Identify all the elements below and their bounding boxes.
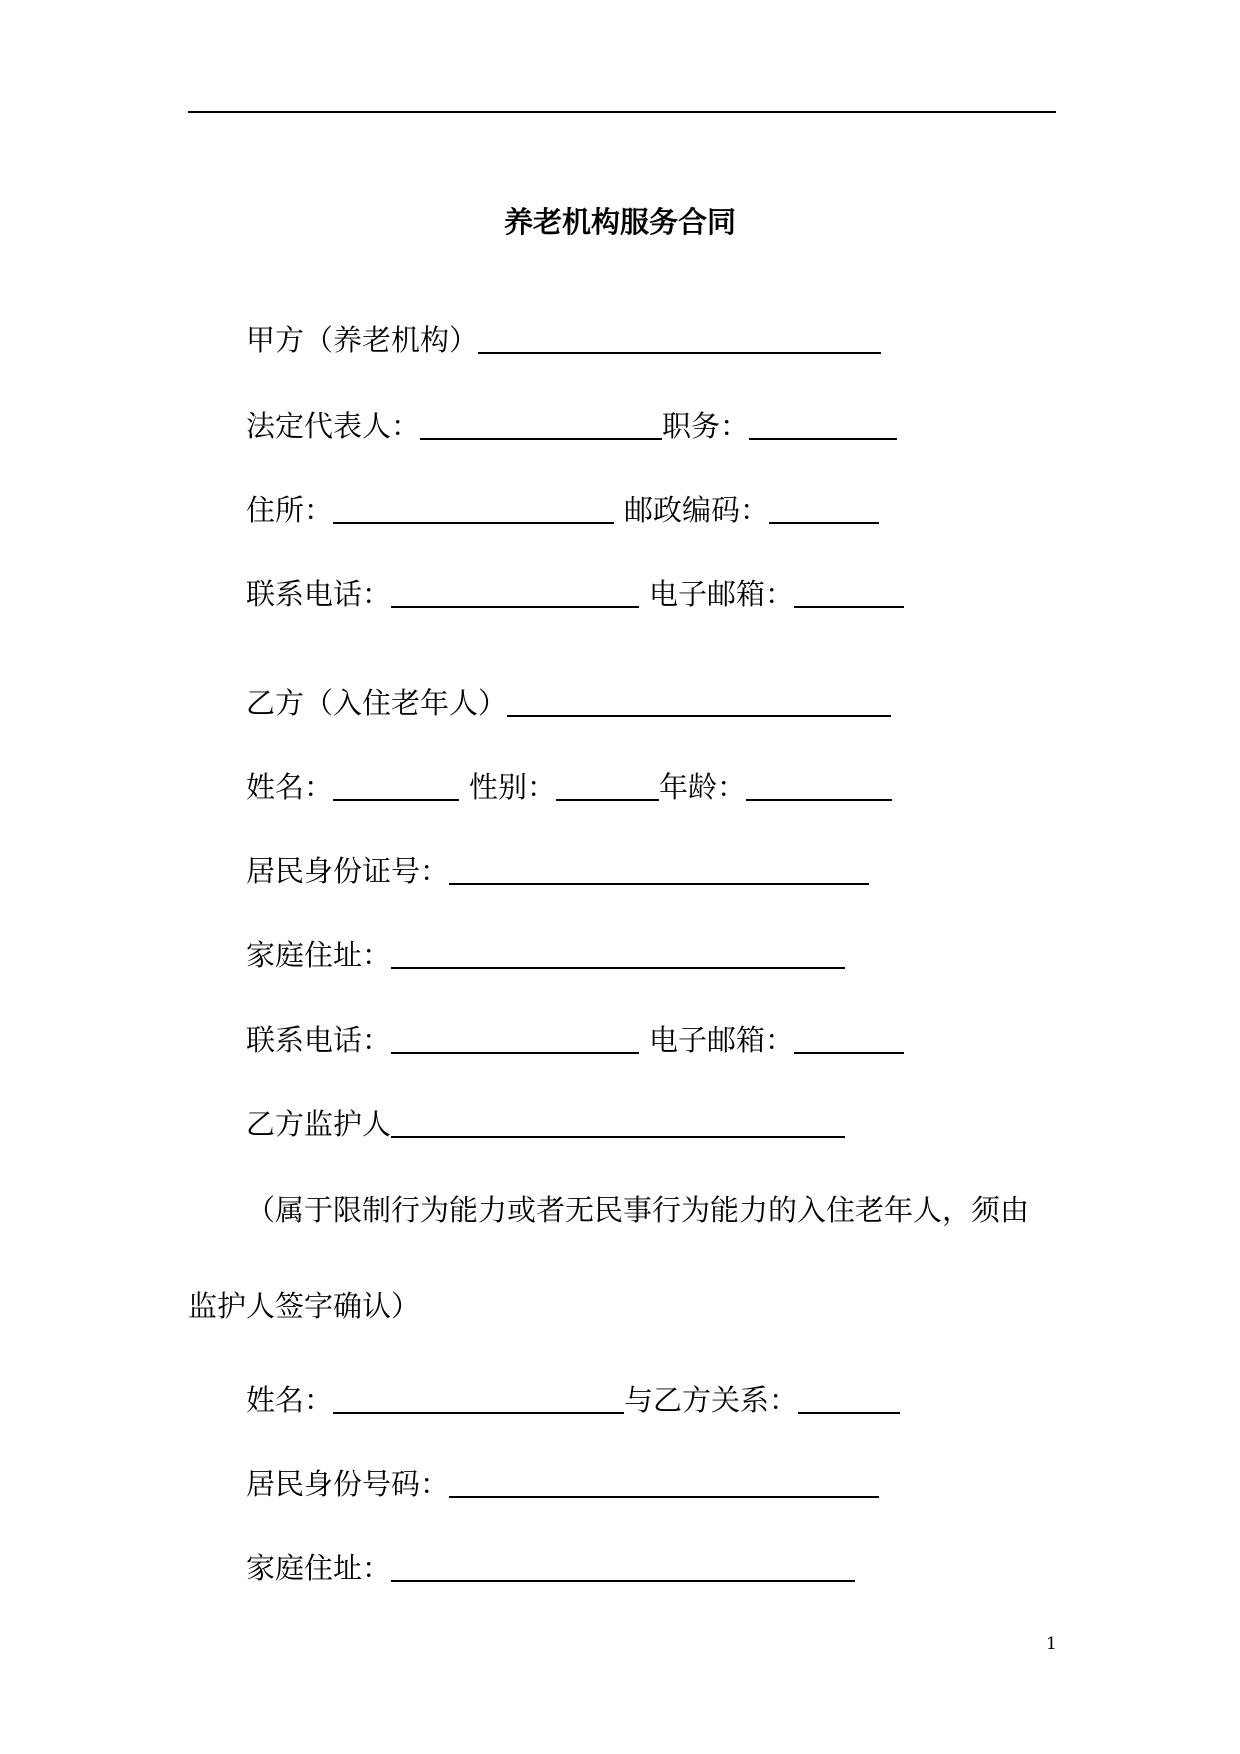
- party-a-name-field[interactable]: [478, 320, 881, 354]
- postcode-label: 邮政编码：: [624, 493, 770, 527]
- party-a-label: 甲方（养老机构）: [246, 323, 479, 357]
- position-label: 职务：: [662, 409, 750, 443]
- guardian-home-line: [246, 1548, 855, 1588]
- party-b-home-line: [246, 935, 845, 975]
- position-field[interactable]: [749, 406, 897, 440]
- party-b-name-field[interactable]: [507, 683, 891, 717]
- guardian-name-label: 姓名：: [246, 1383, 334, 1417]
- document-title: 养老机构服务合同: [503, 205, 736, 239]
- party-a-legal-rep-line: [246, 406, 897, 446]
- guardian-home-field[interactable]: [391, 1548, 855, 1582]
- postcode-field[interactable]: [769, 490, 879, 524]
- address-field[interactable]: [333, 490, 614, 524]
- gender-label: 性别：: [469, 770, 557, 804]
- guardian-id-label: 居民身份号码：: [246, 1467, 450, 1501]
- guardian-line: [246, 1104, 845, 1144]
- page-number: 1: [1046, 1634, 1057, 1654]
- party-a-line: [246, 320, 881, 360]
- party-a-contact-line: [246, 574, 904, 614]
- party-b-phone-label: 联系电话：: [246, 1023, 392, 1057]
- party-b-label: 乙方（入住老年人）: [246, 686, 508, 720]
- party-b-contact-line: [246, 1020, 904, 1060]
- relation-label: 与乙方关系：: [624, 1383, 799, 1417]
- guardian-name-field[interactable]: [333, 1380, 624, 1414]
- header-rule: [188, 111, 1056, 113]
- legal-rep-label: 法定代表人：: [246, 409, 421, 443]
- party-b-name-label: 姓名：: [246, 770, 334, 804]
- party-b-email-label: 电子邮箱：: [649, 1023, 795, 1057]
- relation-field[interactable]: [798, 1380, 900, 1414]
- party-a-email-label: 电子邮箱：: [649, 577, 795, 611]
- age-field[interactable]: [746, 767, 892, 801]
- guardian-name-line: [246, 1380, 900, 1420]
- party-a-phone-field[interactable]: [391, 574, 639, 608]
- guardian-id-field[interactable]: [449, 1464, 879, 1498]
- age-label: 年龄：: [659, 770, 747, 804]
- guardian-field[interactable]: [391, 1104, 845, 1138]
- party-b-phone-field[interactable]: [391, 1020, 639, 1054]
- party-a-address-line: [246, 490, 879, 530]
- guardian-label: 乙方监护人: [246, 1107, 392, 1141]
- gender-field[interactable]: [556, 767, 659, 801]
- party-b-id-line: [246, 851, 869, 891]
- guardian-home-label: 家庭住址：: [246, 1551, 392, 1585]
- party-b-home-field[interactable]: [391, 935, 845, 969]
- guardian-note-line1: （属于限制行为能力或者无民事行为能力的入住老年人，须由: [246, 1193, 1030, 1227]
- party-b-line: [246, 683, 891, 723]
- party-b-basic-line: [246, 767, 892, 807]
- party-b-id-field[interactable]: [449, 851, 869, 885]
- address-label: 住所：: [246, 493, 334, 527]
- party-a-phone-label: 联系电话：: [246, 577, 392, 611]
- party-b-email-field[interactable]: [794, 1020, 904, 1054]
- party-b-id-label: 居民身份证号：: [246, 854, 450, 888]
- party-b-name-input[interactable]: [333, 767, 459, 801]
- guardian-note-line2: 监护人签字确认）: [188, 1289, 421, 1323]
- guardian-id-line: [246, 1464, 879, 1504]
- legal-rep-field[interactable]: [420, 406, 662, 440]
- party-a-email-field[interactable]: [794, 574, 904, 608]
- party-b-home-label: 家庭住址：: [246, 938, 392, 972]
